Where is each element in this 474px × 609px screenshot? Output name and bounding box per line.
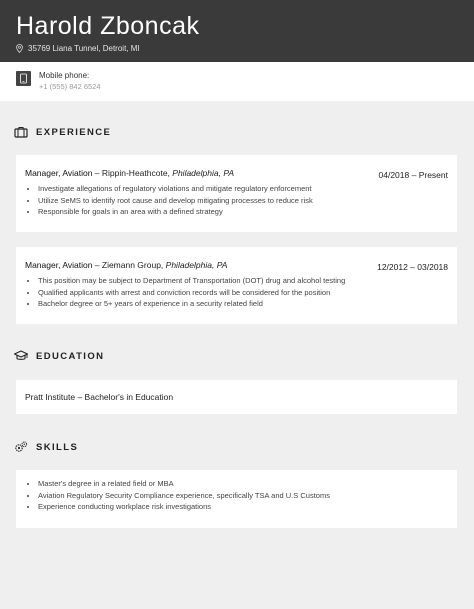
job-company: Ziemann Group, bbox=[101, 260, 166, 270]
list-item: • Responsible for goals in an area with a defined strategy bbox=[38, 206, 313, 218]
location-pin-icon bbox=[16, 44, 23, 53]
education-heading bbox=[14, 350, 104, 362]
list-item: • This position may be subject to Department of Transportation (DOT) drug and alcohol testing bbox=[38, 275, 345, 287]
job-bullets bbox=[25, 183, 313, 218]
job-location: Philadelphia, PA bbox=[172, 168, 235, 178]
job-company: Rippin-Heathcote, bbox=[101, 168, 173, 178]
job-location: Philadelphia, PA bbox=[165, 260, 228, 270]
list-item: • Experience conducting workplace risk investigations bbox=[38, 501, 330, 513]
skills-heading bbox=[14, 441, 78, 453]
experience-heading bbox=[14, 126, 111, 138]
degree: – Bachelor's in Education bbox=[75, 392, 174, 402]
job-dates: 04/2018 – Present bbox=[378, 170, 448, 180]
list-item: • Investigate allegations of regulatory violations and mitigate regulatory enforcement bbox=[38, 183, 313, 195]
experience-heading-label: EXPERIENCE bbox=[36, 126, 112, 138]
list-item: • Utilize SeMS to identify root cause and develop mitigating processes to reduce risk bbox=[38, 195, 313, 207]
job-title-line bbox=[25, 260, 227, 270]
job-title-line bbox=[25, 168, 234, 178]
list-item: • Aviation Regulatory Security Compliance experience, specifically TSA and U.S Customs bbox=[38, 490, 330, 502]
phone-value: +1 (555) 842 6524 bbox=[39, 82, 101, 91]
skills-card bbox=[16, 470, 457, 528]
education-heading-label: EDUCATION bbox=[36, 350, 105, 362]
graduation-cap-icon bbox=[14, 350, 28, 362]
job-card bbox=[16, 247, 457, 324]
resume-header bbox=[0, 0, 474, 62]
job-separator: – bbox=[92, 168, 102, 178]
school-name: Pratt Institute bbox=[25, 392, 76, 402]
list-item: • Master's degree in a related field or MBA bbox=[38, 478, 330, 490]
job-role: Manager, Aviation bbox=[25, 260, 93, 270]
job-dates: 12/2012 – 03/2018 bbox=[377, 262, 448, 272]
education-entry bbox=[25, 392, 173, 402]
gears-icon bbox=[14, 441, 28, 453]
skills-list bbox=[25, 478, 330, 513]
briefcase-icon bbox=[14, 126, 28, 138]
list-item: • Qualified applicants with arrest and conviction records will be considered for the position bbox=[38, 287, 345, 299]
list-item: • Bachelor degree or 5+ years of experience in a security related field bbox=[38, 298, 345, 310]
skills-heading-label: SKILLS bbox=[36, 441, 79, 453]
address-row bbox=[16, 44, 140, 53]
candidate-name: Harold Zboncak bbox=[16, 12, 200, 40]
job-bullets bbox=[25, 275, 345, 310]
job-separator: – bbox=[92, 260, 102, 270]
address-text: 35769 Liana Tunnel, Detroit, MI bbox=[28, 44, 140, 53]
phone-label: Mobile phone: bbox=[39, 71, 90, 80]
job-role: Manager, Aviation bbox=[25, 168, 93, 178]
education-card bbox=[16, 380, 457, 414]
phone-icon bbox=[16, 71, 31, 86]
job-card bbox=[16, 155, 457, 232]
contact-bar bbox=[0, 62, 474, 101]
